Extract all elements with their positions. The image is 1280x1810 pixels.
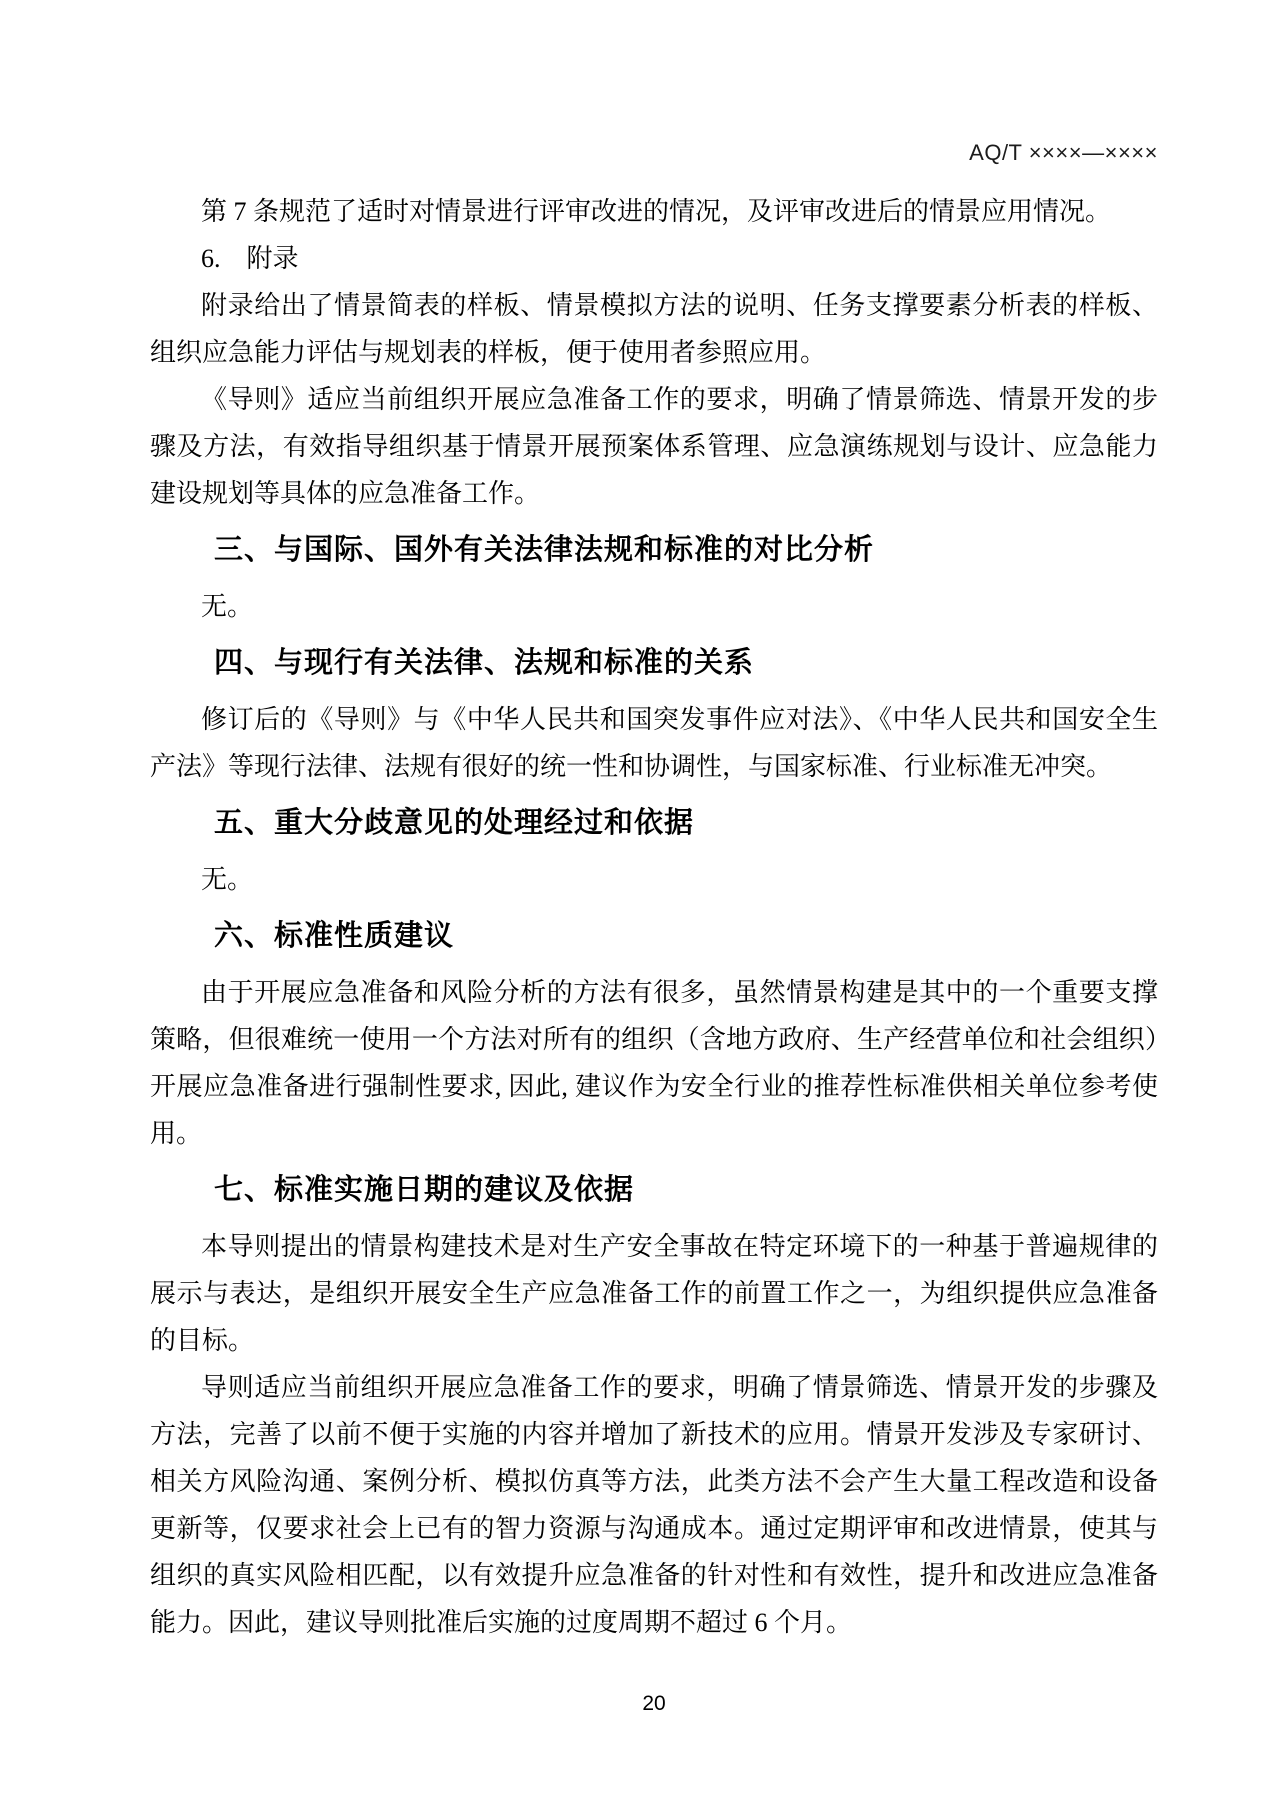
section-heading-7: 七、标准实施日期的建议及依据: [214, 1174, 635, 1206]
section-heading-5: 五、重大分歧意见的处理经过和依据: [214, 807, 695, 839]
body-paragraph: 修订后的《导则》与《中华人民共和国突发事件应对法》、《中华人民共和国安全生产法》等现行法律、法规有很好的统一性和协调性，与国家标准、行业标准无冲突。: [150, 705, 1158, 781]
numbered-item: 6. 附录: [201, 244, 299, 273]
body-paragraph: 本导则提出的情景构建技术是对生产安全事故在特定环境下的一种基于普遍规律的展示与表达，是组织开展安全生产应急准备工作的前置工作之一，为组织提供应急准备的目标。: [150, 1232, 1158, 1355]
section-heading-4: 四、与现行有关法律、法规和标准的关系: [214, 647, 755, 679]
body-paragraph: 《导则》适应当前组织开展应急准备工作的要求，明确了情景筛选、情景开发的步骤及方法，有效指导组织基于情景开展预案体系管理、应急演练规划与设计、应急能力建设规划等具体的应急准备工作。: [150, 385, 1158, 508]
body-paragraph: 无。: [201, 865, 254, 894]
body-paragraph: 第 7 条规范了适时对情景进行评审改进的情况，及评审改进后的情景应用情况。: [201, 197, 1112, 226]
page-number: 20: [642, 1692, 666, 1715]
body-paragraph: 附录给出了情景简表的样板、情景模拟方法的说明、任务支撑要素分析表的样板、组织应急能力评估与规划表的样板，便于使用者参照应用。: [150, 291, 1158, 367]
body-paragraph: 无。: [201, 592, 254, 621]
body-paragraph: 由于开展应急准备和风险分析的方法有很多，虽然情景构建是其中的一个重要支撑策略，但很难统一使用一个方法对所有的组织（含地方政府、生产经营单位和社会组织）开展应急准备进行强制性要求, 因此, 建议作为安全行业的推荐性标准供相关单位参考使用。: [150, 978, 1158, 1148]
section-heading-3: 三、与国际、国外有关法律法规和标准的对比分析: [214, 534, 875, 566]
body-paragraph: 导则适应当前组织开展应急准备工作的要求，明确了情景筛选、情景开发的步骤及方法，完善了以前不便于实施的内容并增加了新技术的应用。情景开发涉及专家研讨、相关方风险沟通、案例分析、模拟仿真等方法，此类方法不会产生大量工程改造和设备更新等，仅要求社会上已有的智力资源与沟通成本。通过定期评审和改进情景，使其与组织的真实风险相匹配，以有效提升应急准备的针对性和有效性，提升和改进应急准备能力。因此，建议导则批准后实施的过度周期不超过 6 个月。: [150, 1373, 1158, 1637]
standard-code-header: AQ/T ××××—××××: [969, 140, 1158, 165]
section-heading-6: 六、标准性质建议: [214, 920, 455, 952]
